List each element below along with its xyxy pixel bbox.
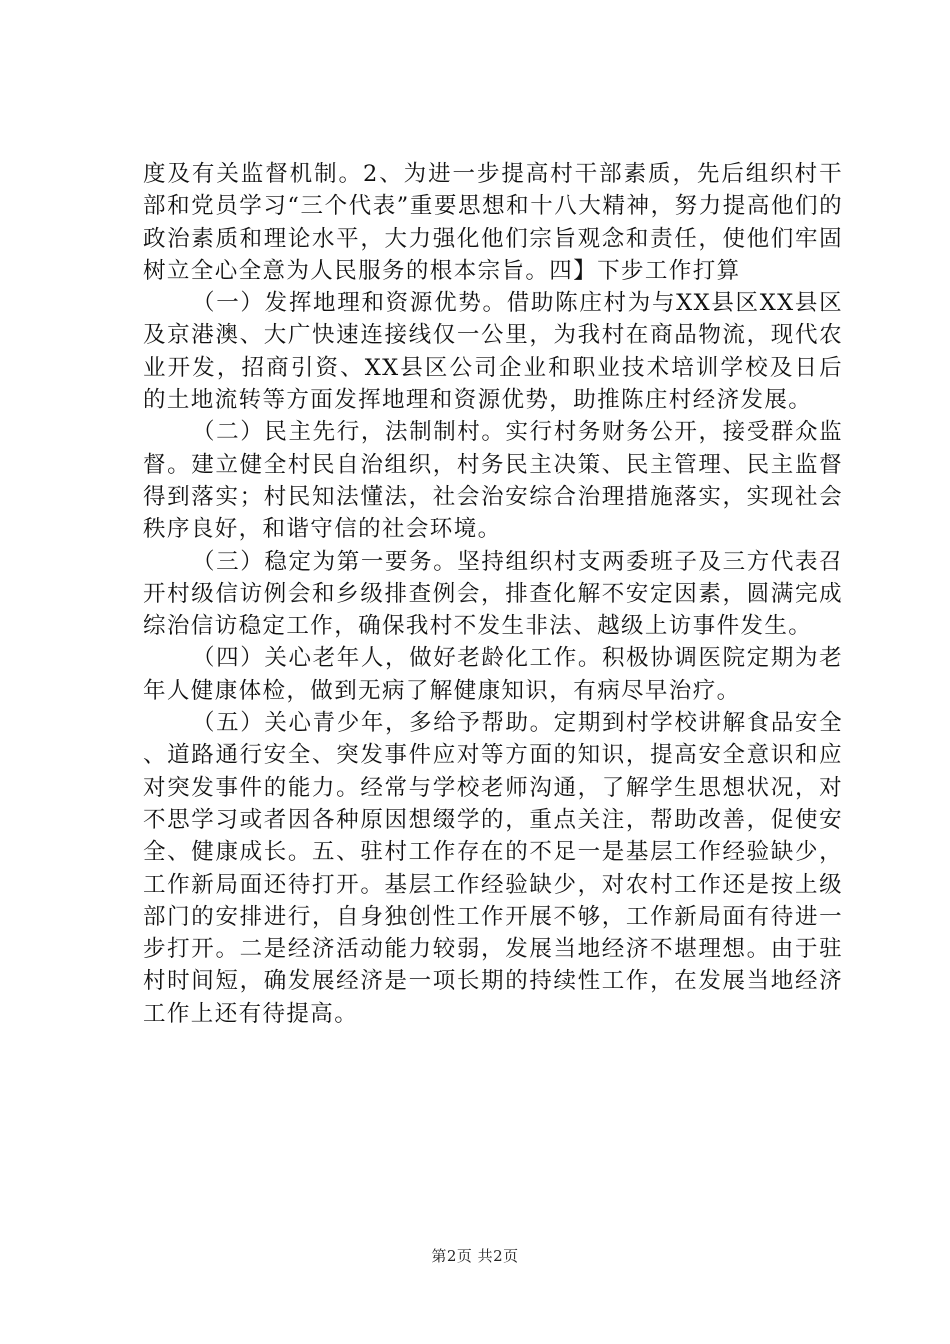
paragraph-item-5: （五）关心青少年，多给予帮助。定期到村学校讲解食品安全、道路通行安全、突发事件应对等方面的知识，提高安全意识和应对突发事件的能力。经常与学校老师沟通，了解学生思想状况，对不思学习或者因各种原因想缀学的，重点关注，帮助改善，促使安全、健康成长。五、驻村工作存在的不足一是基层工作经验缺少，工作新局面还待打开。基层工作经验缺少，对农村工作还是按上级部门的安排进行，自身独创性工作开展不够，工作新局面有待进一步打开。二是经济活动能力较弱，发展当地经济不堪理想。由于驻村时间短，确发展经济是一项长期的持续性工作，在发展当地经济工作上还有待提高。 bbox=[143, 710, 843, 1027]
paragraph-continuation: 度及有关监督机制。2、为进一步提高村干部素质，先后组织村干部和党员学习“三个代表”重要思想和十八大精神，努力提高他们的政治素质和理论水平，大力强化他们宗旨观念和责任，使他们牢固树立全心全意为人民服务的根本宗旨。四】下步工作打算 bbox=[143, 161, 843, 284]
paragraph-item-2: （二）民主先行，法制制村。实行村务财务公开，接受群众监督。建立健全村民自治组织，村务民主决策、民主管理、民主监督得到落实；村民知法懂法，社会治安综合治理措施落实，实现社会秩序良好，和谐守信的社会环境。 bbox=[143, 419, 843, 543]
page-number-footer: 第2页 共2页 bbox=[431, 1247, 519, 1265]
paragraph-item-3: （三）稳定为第一要务。坚持组织村支两委班子及三方代表召开村级信访例会和乡级排查例会，排查化解不安定因素，圆满完成综治信访稳定工作，确保我村不发生非法、越级上访事件发生。 bbox=[143, 548, 843, 640]
paragraph-item-1: （一）发挥地理和资源优势。借助陈庄村为与XX县区XX县区及京港澳、大广快速连接线仅一公里，为我村在商品物流，现代农业开发，招商引资、XX县区公司企业和职业技术培训学校及日后的土地流转等方面发挥地理和资源优势，助推陈庄村经济发展。 bbox=[143, 290, 843, 414]
document-body bbox=[143, 158, 843, 1030]
paragraph-item-4: （四）关心老年人，做好老龄化工作。积极协调医院定期为老年人健康体检，做到无病了解健康知识，有病尽早治疗。 bbox=[143, 645, 843, 704]
